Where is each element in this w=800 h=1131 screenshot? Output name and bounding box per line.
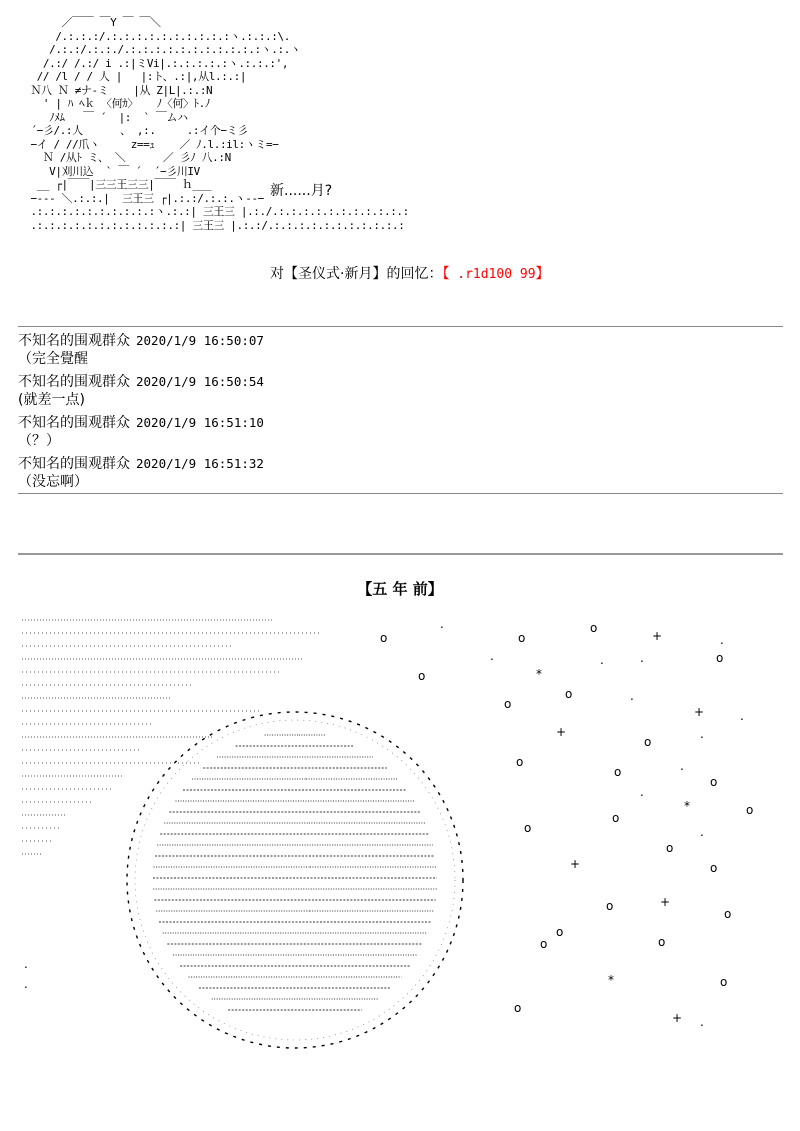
star-mark: o (380, 631, 388, 645)
star-mark: o (658, 935, 666, 949)
star-mark: o (666, 841, 674, 855)
character-ascii-art: ／￣￣ ￣Y ￣ ￣＼ /.:.:.:/.:.:.:.:.:.:.:.:.:.:ヽ.:.:.:\. /.:.:/.:.:./.:.:.:.:.:.:.:.:.:.:.:ヽ.:.ヽ /.:/ /.:/ i .:|ミVi|.:.:.:.:.:ヽ.:.:.:', // /l / / 人 | |:ト、.:|,从l.:.:| Ｎ八 Ｎ ≠ナ-ミ |从 Z|L|.:.:N ' | ﾊ ﾍｋ 〈何ｶ〉 ﾉ〈何〉ﾄ.ﾉ ﾉﾒﾑ ￣ ´ |: ` ￣ムハ ´−彡/.:人 、 ,:. .:イ个−ミ彡 −イ / //爪ヽ z==ｭ ／ ﾉ.l.:il:ヽミ=− Ｎ /从ﾄ ミ、 ＼ ／ 彡ﾉ 八.:N V|刈川込 ` ￣ ´ ´−彡川IV __ ┌|￣￣|三三王三三|￣￣ ｈ___ −‐‐‐ ＼.:.:.| 三王三 ┌|.:.:/.:.:.ヽ‐‐− .:.:.:.:.:.:.:.:.:.:ヽ.:.:| 三王三 |.:./.:.:.:.:.:.:.:.:.:.:.: .:.:.:.:.:.:.:.:.:.:.:.:| 三王三 |.:.:/.:.:.:.:.:.:.:.:.:.:.: (30, 16, 409, 232)
star-mark: o (565, 687, 573, 701)
star-mark: * (684, 799, 690, 813)
star-mark: o (720, 975, 728, 989)
star-mark: o (540, 937, 548, 951)
star-mark: o (516, 755, 524, 769)
star-mark: o (418, 669, 426, 683)
star-mark: + (652, 629, 663, 643)
dialogue-line-2-prefix: 对【圣仪式·新月】的回忆： (270, 266, 443, 282)
star-field (24, 617, 753, 1029)
comment-author: 不知名的围观群众 (18, 374, 130, 390)
comment-timestamp: 2020/1/9 16:51:32 (136, 456, 264, 471)
sky-dot: . (680, 759, 684, 773)
moon-texture (153, 735, 437, 1010)
section-title: 【五 年 前】 (357, 580, 443, 598)
comment-header (18, 413, 783, 432)
dialogue-line-1: 新......月? (270, 183, 333, 199)
section-divider (18, 553, 783, 555)
comments-top-divider (18, 326, 783, 327)
moon-outline (127, 712, 463, 1048)
comment-author: 不知名的围观群众 (18, 415, 130, 431)
comment-text: （没忘啊） (18, 474, 88, 490)
comment-author: 不知名的围观群众 (18, 333, 130, 349)
sky-dot: . (600, 653, 604, 667)
sky-dot: . (640, 785, 644, 799)
star-mark: * (608, 973, 614, 987)
comment-item (18, 413, 783, 454)
star-mark: + (660, 895, 671, 909)
star-mark: o (524, 821, 532, 835)
comment-header (18, 454, 783, 473)
star-mark: + (556, 725, 567, 739)
sky-dot: . (630, 689, 634, 703)
star-mark: + (672, 1011, 683, 1025)
sky-dot: . (700, 1015, 704, 1029)
comment-item (18, 454, 783, 495)
comment-header (18, 331, 783, 350)
comment-item (18, 331, 783, 372)
sky-dot: . (24, 957, 28, 971)
star-mark: o (716, 651, 724, 665)
moon-night-sky-ascii-art (0, 600, 800, 1080)
star-mark: + (570, 857, 581, 871)
comment-timestamp: 2020/1/9 16:50:07 (136, 333, 264, 348)
star-mark: + (694, 705, 705, 719)
roll-bracket-open: 【 (442, 266, 450, 282)
dialogue-line-2 (270, 265, 550, 284)
sky-dot: . (24, 977, 28, 991)
comments-bottom-divider (18, 493, 783, 494)
comment-timestamp: 2020/1/9 16:51:10 (136, 415, 264, 430)
star-mark: * (536, 667, 542, 681)
sky-dot: . (700, 825, 704, 839)
comment-item (18, 372, 783, 413)
sky-dot: . (720, 633, 724, 647)
star-mark: o (556, 925, 564, 939)
comment-list (18, 331, 783, 495)
star-mark: o (724, 907, 732, 921)
dice-roll-result: .r1d100 99 (449, 267, 536, 282)
sky-dot: . (700, 727, 704, 741)
comment-text: （完全覺醒 (18, 351, 88, 367)
comment-header (18, 372, 783, 391)
sky-dot: . (640, 651, 644, 665)
moon-drawing (127, 712, 463, 1048)
star-mark: o (612, 811, 620, 825)
star-mark: o (710, 775, 718, 789)
star-mark: o (518, 631, 526, 645)
star-mark: o (514, 1001, 522, 1015)
sky-dot: . (490, 649, 494, 663)
star-mark: o (606, 899, 614, 913)
star-mark: o (614, 765, 622, 779)
comment-author: 不知名的围观群众 (18, 456, 130, 472)
sky-dot-field (22, 620, 322, 854)
star-mark: o (590, 621, 598, 635)
sky-dot: . (440, 617, 444, 631)
star-mark: o (644, 735, 652, 749)
star-mark: o (504, 697, 512, 711)
sky-dot: . (740, 709, 744, 723)
comment-text: （？） (18, 433, 60, 449)
roll-bracket-close: 】 (535, 266, 550, 282)
star-mark: o (710, 861, 718, 875)
comment-timestamp: 2020/1/9 16:50:54 (136, 374, 264, 389)
comment-text: (就差一点) (18, 392, 85, 408)
star-mark: o (746, 803, 754, 817)
